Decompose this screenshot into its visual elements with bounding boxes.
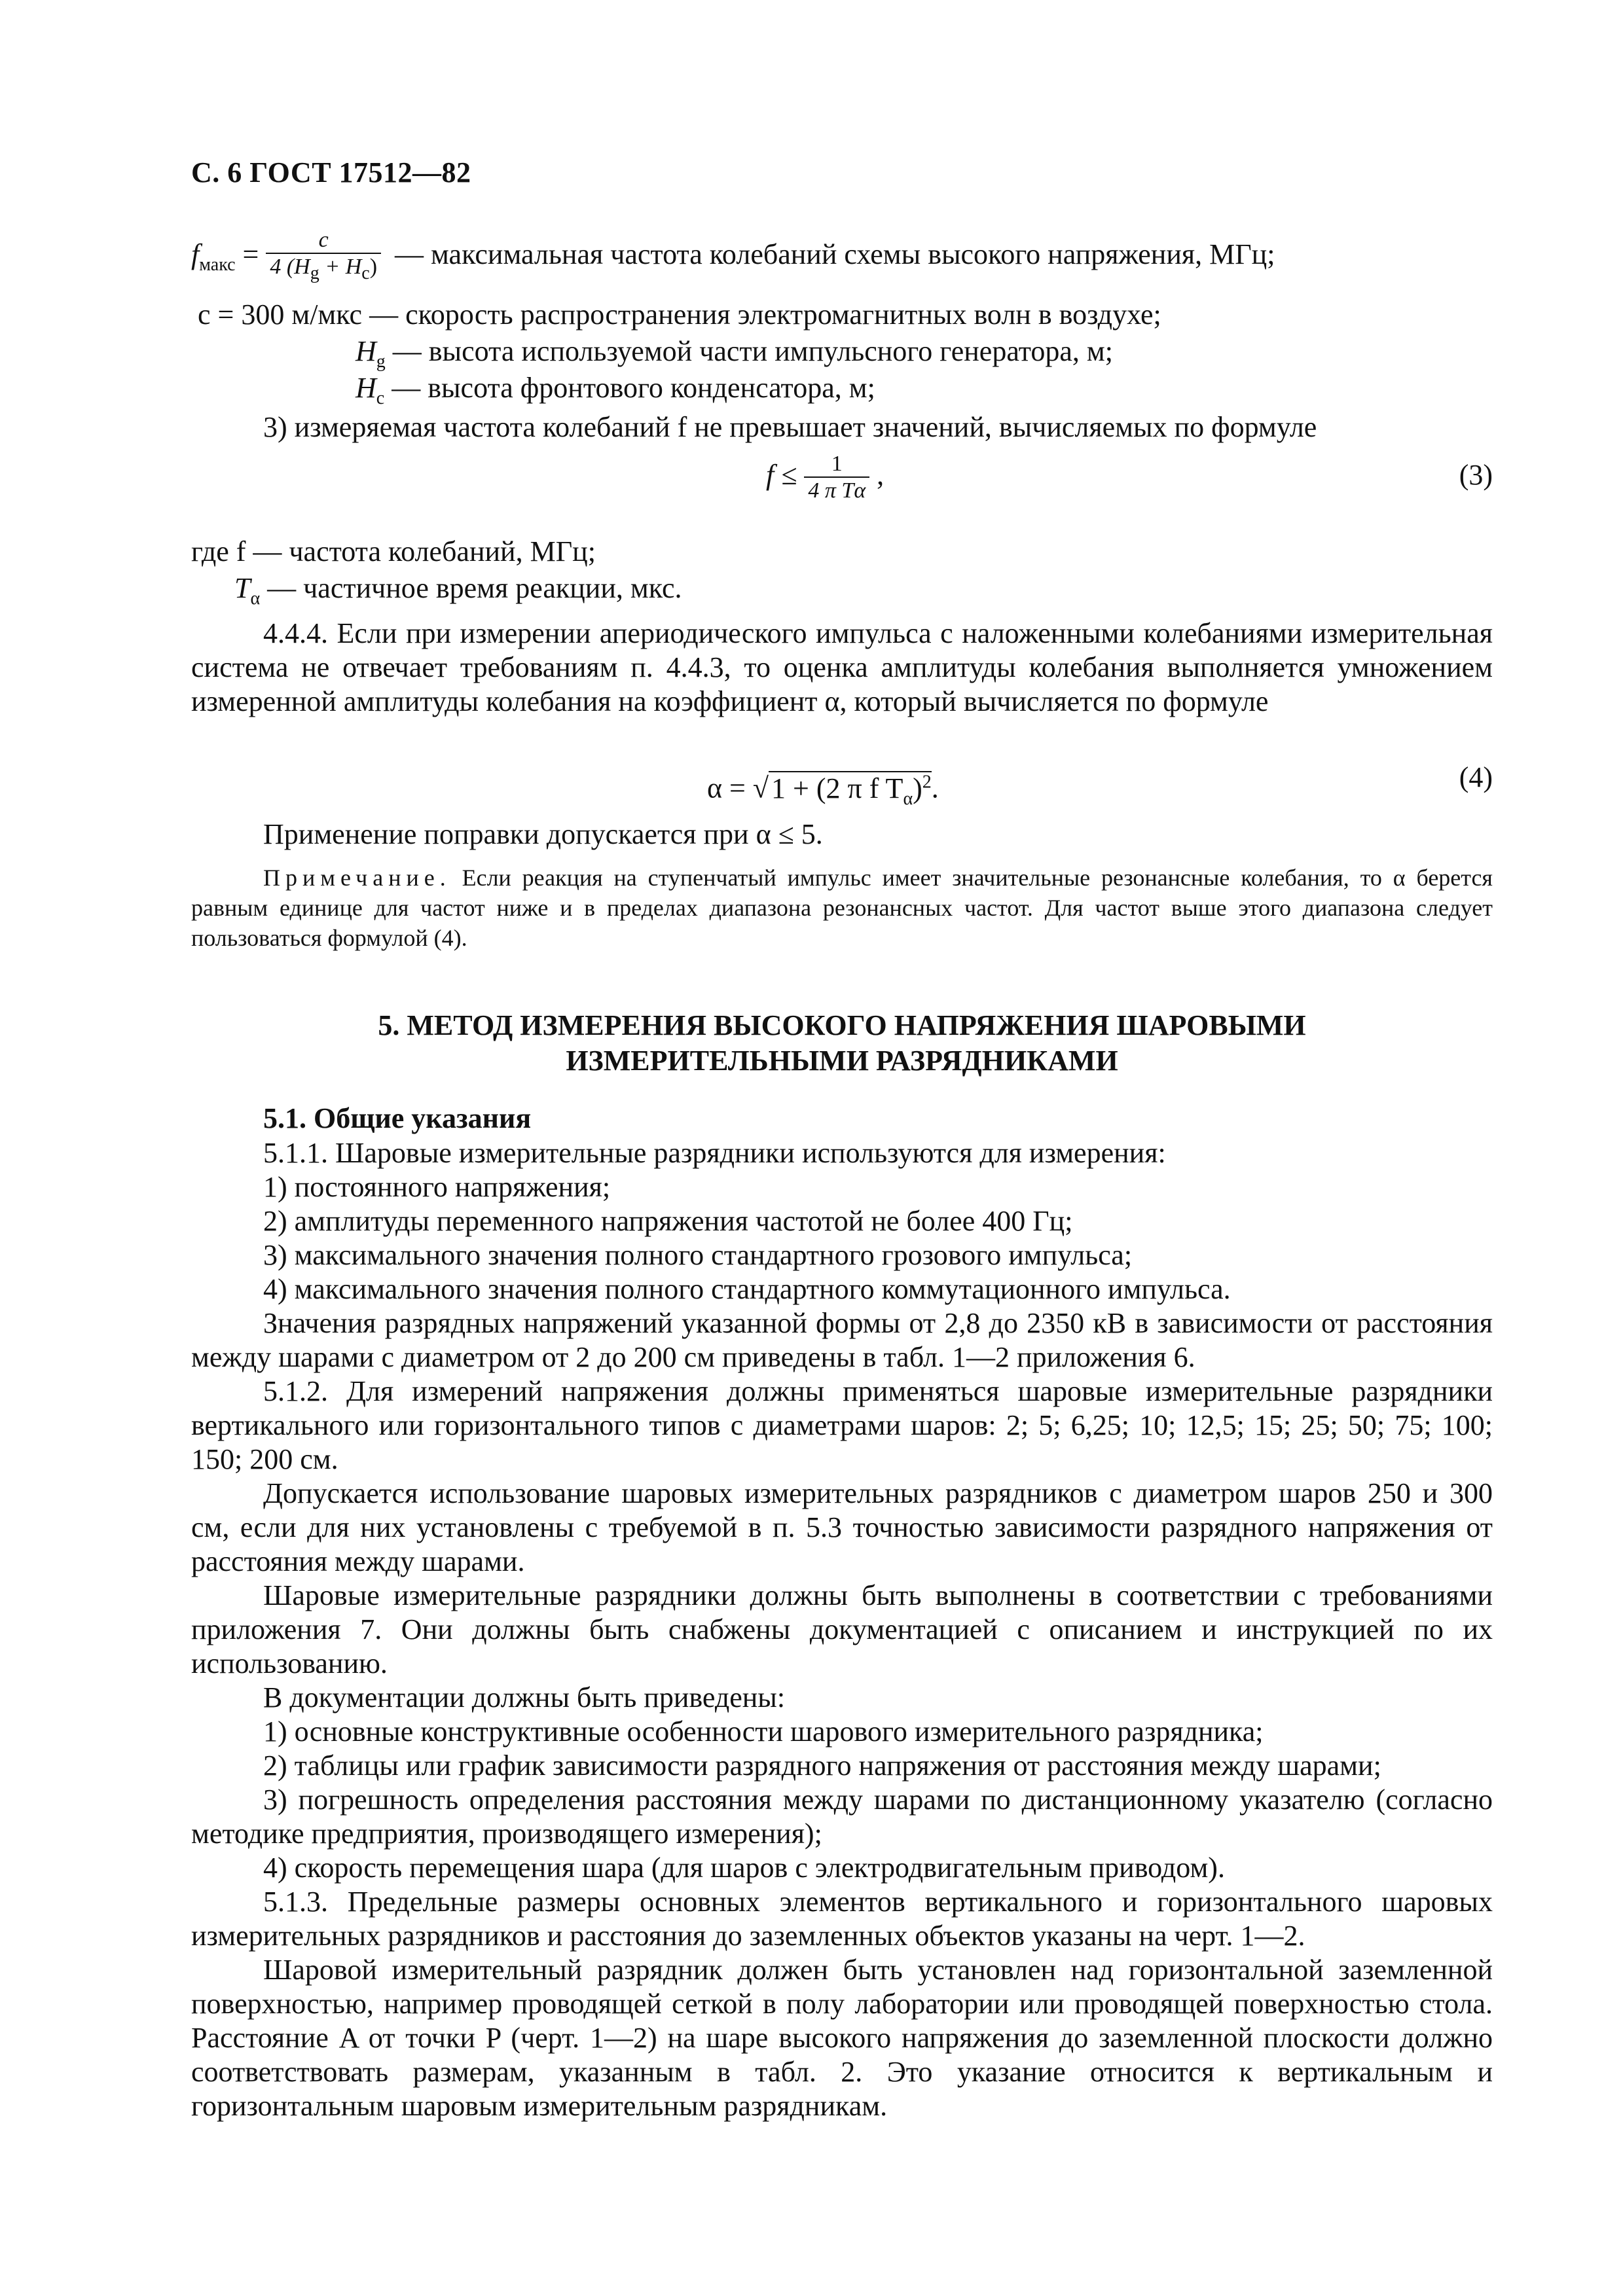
list-item: 3) погрешность определения расстояния между шарами по дистанционному указателю (согласно методике предприятия, производящего измерения);: [191, 1784, 1493, 1850]
def-hg: $H_g$ — высота используемой части импульсного генератора, м;: [356, 335, 1113, 372]
formula-3: f ≤ $\frac{1}{\text{4 π Tα}}$ ,: [766, 452, 884, 503]
fmax-description: — максимальная частота колебаний схемы высокого напряжения, МГц;: [395, 238, 1275, 270]
list-item: 3) максимального значения полного стандартного грозового импульса;: [263, 1239, 1133, 1271]
list-item: 2) таблицы или график зависимости разрядного напряжения от расстояния между шарами;: [263, 1749, 1381, 1782]
list-item: 1) основные конструктивные особенности шарового измерительного разрядника;: [263, 1715, 1264, 1748]
fmax-subscript: макс: [199, 254, 236, 275]
item-3: 3) измеряемая частота колебаний f не превышает значений, вычисляемых по формуле: [263, 411, 1317, 443]
paragraph-5-1-1: 5.1.1. Шаровые измерительные разрядники используются для измерения:: [263, 1137, 1166, 1169]
paragraph-5-1-2: 5.1.2. Для измерений напряжения должны применяться шаровые измерительные разрядники вертикального или горизонтального типов с диаметрами шаров: 2; 5; 6,25; 10; 12,5; 15; 25; 50; 75; 100; 150; 200 см.: [191, 1375, 1493, 1475]
paragraph-documentation: В документации должны быть приведены:: [263, 1681, 786, 1713]
paragraph-installation: Шаровой измерительный разрядник должен быть установлен над горизонтальной заземленной поверхностью, например проводящей сеткой в полу лаборатории или проводящей поверхностью стола. Расстояние A от точки P (черт. 1—2) на шаре высокого напряжения до заземленной плоскости должно соответствовать размерам, указанным в табл. 2. Это указание относится к вертикальным и горизонтальным шаровым измерительным разрядникам.: [191, 1954, 1493, 2122]
note-block: [191, 863, 1493, 953]
list-item: 1) постоянного напряжения;: [263, 1171, 611, 1203]
equation-number-3: (3): [1459, 459, 1493, 491]
formula-3-fraction: $\frac{1}{\text{4 π Tα}}$: [804, 452, 869, 504]
fmax-fraction: [266, 228, 381, 287]
def-hc: $H_c$ — высота фронтового конденсатора, м;: [356, 372, 875, 408]
paragraph-allowed: Допускается использование шаровых измерительных разрядников с диаметром шаров 250 и 300 см, если для них установлены с требуемой в п. 5.3 точностью зависимости разрядного напряжения от расстояния между шарами.: [191, 1477, 1493, 1577]
section-5-title: 5. МЕТОД ИЗМЕРЕНИЯ ВЫСОКОГО НАПРЯЖЕНИЯ ШАРОВЫМИ ИЗМЕРИТЕЛЬНЫМИ РАЗРЯДНИКАМИ: [378, 1009, 1306, 1077]
correction-note: Применение поправки допускается при α ≤ 5.: [263, 818, 823, 850]
paragraph-4-4-4: 4.4.4. Если при измерении апериодического импульса с наложенными колебаниями измерительная система не отвечает требованиям п. 4.4.3, то оценка амплитуды колебания выполняется умножением измеренной амплитуды колебания на коэффициент α, который вычисляется по формуле: [191, 617, 1493, 717]
formula-fmax: $f_{макс}$ = $\frac{c}{4 (H_g + H_c)}$ — максимальная частота колебаний схемы высокого напряжения, МГц;: [191, 228, 1275, 287]
page-header: С. 6 ГОСТ 17512—82: [191, 156, 471, 188]
where-t: $T_\alpha$ — частичное время реакции, мкс.: [234, 572, 682, 609]
list-item: 4) скорость перемещения шара (для шаров с электродвигательным приводом).: [263, 1852, 1225, 1884]
fmax-denominator: 4 $(H_g + H_c)$: [270, 255, 378, 283]
list-item: 4) максимального значения полного стандартного коммутационного импульса.: [263, 1273, 1231, 1305]
def-c: c = 300 м/мкс — скорость распространения электромагнитных волн в воздухе;: [198, 298, 1161, 331]
note-label: Примечание.: [263, 865, 451, 891]
paragraph-values: Значения разрядных напряжений указанной формы от 2,8 до 2350 кВ в зависимости от расстояния между шарами с диаметром от 2 до 200 см приведены в табл. 1—2 приложения 6.: [191, 1307, 1493, 1373]
note-text: Если реакция на ступенчатый импульс имеет значительные резонансные колебания, то α берется равным единице для частот ниже и в пределах диапазона резонансных частот. Для частот выше этого диапазона следует пользоваться формулой (4).: [191, 865, 1493, 951]
list-item: 2) амплитуды переменного напряжения частотой не более 400 Гц;: [263, 1205, 1073, 1237]
equation-number-4: (4): [1459, 761, 1493, 793]
fmax-numerator: c: [266, 228, 381, 254]
fmax-symbol: f: [191, 238, 200, 270]
subsection-5-1-heading: 5.1. Общие указания: [263, 1102, 532, 1134]
where-f: где f — частота колебаний, МГц;: [191, 535, 596, 567]
paragraph-5-1-3: 5.1.3. Предельные размеры основных элементов вертикального и горизонтального шаровых измерительных разрядников и расстояния до заземленных объектов указаны на черт. 1—2.: [191, 1886, 1493, 1952]
paragraph-appendix-7: Шаровые измерительные разрядники должны быть выполнены в соответствии с требованиями приложения 7. Они должны быть снабжены документацией с описанием и инструкцией по их использованию.: [191, 1579, 1493, 1679]
formula-4: α = √1 + (2 π f $T_\alpha)^2$.: [707, 772, 939, 809]
